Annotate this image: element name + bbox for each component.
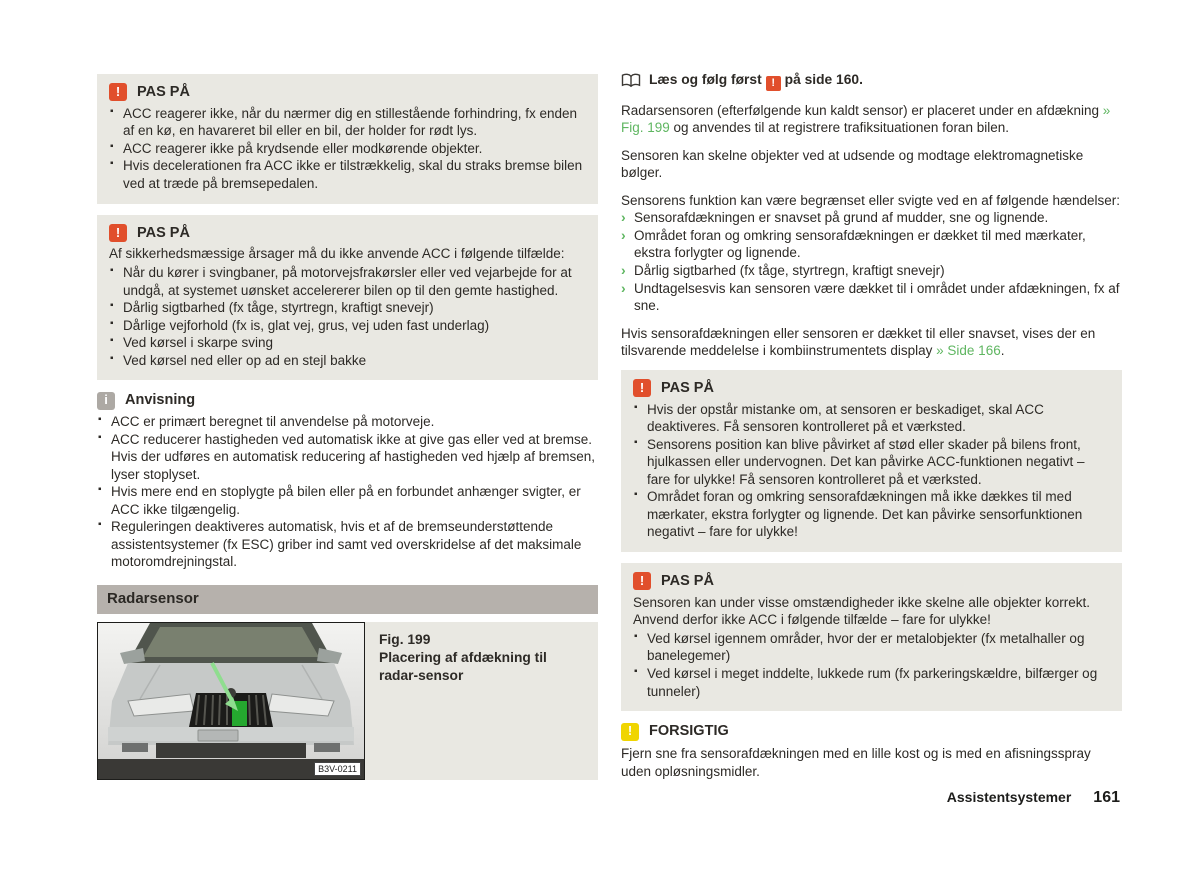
side-166-link[interactable]: » Side 166 <box>936 343 1001 359</box>
note-title: Anvisning <box>125 392 196 409</box>
list-item: › Undtagelsesvis kan sensoren være dækket til i området under afdækningen, fx af sne. <box>621 280 1122 315</box>
read-first-text <box>649 71 863 91</box>
warning-icon: ! <box>633 379 651 397</box>
warning-header <box>109 83 586 102</box>
paragraph-sensor-location <box>621 102 1122 137</box>
list-item: ▪ Når du kører i svingbaner, på motorvejsfrakørsler eller ved vejarbejde for at undgå, at systemet uønsket accelererer bilen op til den gemte hastighed. <box>109 264 586 299</box>
fig-199-link[interactable]: » Fig. 199 <box>621 102 1111 136</box>
list-item: ▪ ACC er primært beregnet til anvendelse på motorveje. <box>97 413 598 431</box>
list-item: ▪ Ved kørsel igennem områder, hvor der er metalobjekter (fx metalhaller og banelegemer) <box>633 630 1110 665</box>
page-footer <box>947 788 1120 809</box>
car-front-photo <box>98 623 364 779</box>
list-item: ▪ Hvis der opstår mistanke om, at sensoren er beskadiget, skal ACC deaktiveres. Få sensoren kontrolleret på et værksted. <box>633 401 1110 436</box>
warning-icon: ! <box>766 76 781 91</box>
read-first-after: på side 160. <box>784 72 863 87</box>
list-item: › Området foran og omkring sensorafdækningen er dækket til med mærkater, ekstra forlygter og lignende. <box>621 227 1122 262</box>
warning-intro: Af sikkerhedsmæssige årsager må du ikke anvende ACC i følgende tilfælde: <box>109 246 565 262</box>
list-item: › Dårlig sigtbarhed (fx tåge, styrtregn, kraftigt snevejr) <box>621 262 1122 280</box>
paragraph-conditions-intro: Sensorens funktion kan være begrænset eller svigte ved en af følgende hændelser: <box>621 192 1121 208</box>
warning-icon: ! <box>633 572 651 590</box>
warning-box-acc-reaction <box>97 74 598 204</box>
list-item: ▪ Dårlig sigtbarhed (fx tåge, styrtregn, kraftigt snevejr) <box>109 299 586 317</box>
section-heading-radarsensor: Radarsensor <box>97 585 598 614</box>
figure-caption-text: Placering af afdækning til radar-sensor <box>379 650 547 684</box>
warning-box-sensor-damage <box>621 370 1122 552</box>
paragraph-text: . <box>1000 343 1005 359</box>
right-column <box>621 71 1122 780</box>
warning-intro: Sensoren kan under visse omstændigheder ikke skelne alle objekter korrekt. Anvend derfor ikke ACC i følgende tilfælde – fare for ulykke! <box>633 594 1090 628</box>
warning-header <box>109 224 586 243</box>
list-item: ▪ Hvis decelerationen fra ACC ikke er tilstrækkelig, skal du straks bremse bilen ved at træde på bremsepedalen. <box>109 157 586 192</box>
warning-header <box>633 379 1110 398</box>
warning-header <box>633 572 1110 591</box>
page-number: 161 <box>1093 789 1120 806</box>
note-header <box>97 391 598 410</box>
paragraph-text: og anvendes til at registrere trafiksituationen foran bilen. <box>669 120 1009 136</box>
figure-199 <box>97 622 598 780</box>
left-column <box>97 74 598 780</box>
list-item: ▪ ACC reagerer ikke på krydsende eller modkørende objekter. <box>109 140 586 158</box>
paragraph-text: Hvis sensorafdækningen eller sensoren er dækket til eller snavset, vises der en tilsvarende meddelelse i kombiinstrumentets display <box>621 325 1096 359</box>
figure-number: Fig. 199 <box>379 631 431 647</box>
warning-icon: ! <box>109 224 127 242</box>
list-item: ▪ ACC reducerer hastigheden ved automatisk ikke at give gas eller ved at bremse. Hvis der udføres en automatisk reducering af hastigheden ved hjælp af bremsen, lyser stoplyset. <box>97 431 598 484</box>
warning-title: PAS PÅ <box>661 572 714 589</box>
paragraph-sensor-function: Sensoren kan skelne objekter ved at udsende og modtage elektromagnetiske bølger. <box>621 147 1084 181</box>
warning-icon: ! <box>109 83 127 101</box>
figure-image <box>97 622 365 780</box>
list-item: ▪ Sensorens position kan blive påvirket af stød eller skader på bilens front, hjulkassen eller undervognen. Det kan påvirke ACC-funktionen negativt – fare for ulykke! Få sensoren kontrolleret på et værksted. <box>633 436 1110 489</box>
read-first-before: Læs og følg først <box>649 72 762 87</box>
caution-section <box>621 722 1122 780</box>
warning-title: PAS PÅ <box>661 379 714 396</box>
warning-box-acc-usage <box>97 215 598 381</box>
paragraph-text: Radarsensoren (efterfølgende kun kaldt sensor) er placeret under en afdækning <box>621 102 1103 118</box>
list-item: ▪ Området foran og omkring sensorafdækningen må ikke dækkes til med mærkater, ekstra forlygter og lignende. Det kan påvirke sensorfunktionen negativt – fare for ulykke! <box>633 488 1110 541</box>
conditions-list <box>621 209 1122 314</box>
note-section <box>97 391 598 571</box>
list-item: ▪ Ved kørsel i skarpe sving <box>109 334 586 352</box>
info-icon: i <box>97 392 115 410</box>
warning-title: PAS PÅ <box>137 84 190 100</box>
book-icon <box>621 73 641 88</box>
caution-icon: ! <box>621 723 639 741</box>
list-item: ▪ Hvis mere end en stoplygte på bilen eller på en forbundet anhænger svigter, er ACC ikke tilgængelig. <box>97 483 598 518</box>
warning-box-object-detection <box>621 563 1122 711</box>
warning-title: PAS PÅ <box>137 224 190 241</box>
figure-caption <box>365 622 598 780</box>
caution-header <box>621 722 1122 741</box>
caution-text: Fjern sne fra sensorafdækningen med en lille kost og is med en afisningsspray uden opløsningsmidler. <box>621 745 1091 779</box>
list-item: ▪ Reguleringen deaktiveres automatisk, hvis et af de bremseunderstøttende assistentsystemer (fx ESC) griber ind samt ved overskridelse af det maksimale motoromdrejningstal. <box>97 518 598 571</box>
caution-title: FORSIGTIG <box>649 723 729 740</box>
image-code-label: B3V-0211 <box>314 762 361 776</box>
list-item: ▪ Dårlige vejforhold (fx is, glat vej, grus, vej uden fast underlag) <box>109 317 586 335</box>
read-first-note <box>621 71 1122 91</box>
list-item: ▪ Ved kørsel ned eller op ad en stejl bakke <box>109 352 586 370</box>
footer-section-title: Assistentsystemer <box>946 789 1072 805</box>
list-item: › Sensorafdækningen er snavset på grund af mudder, sne og lignende. <box>621 209 1122 227</box>
paragraph-display-message <box>621 325 1122 360</box>
list-item: ▪ Ved kørsel i meget inddelte, lukkede rum (fx parkeringskældre, bilfærger og tunneler) <box>633 665 1110 700</box>
list-item: ▪ ACC reagerer ikke, når du nærmer dig en stillestående forhindring, fx enden af en kø, en havareret bil eller en bil, der holder for rødt lys. <box>109 105 586 140</box>
